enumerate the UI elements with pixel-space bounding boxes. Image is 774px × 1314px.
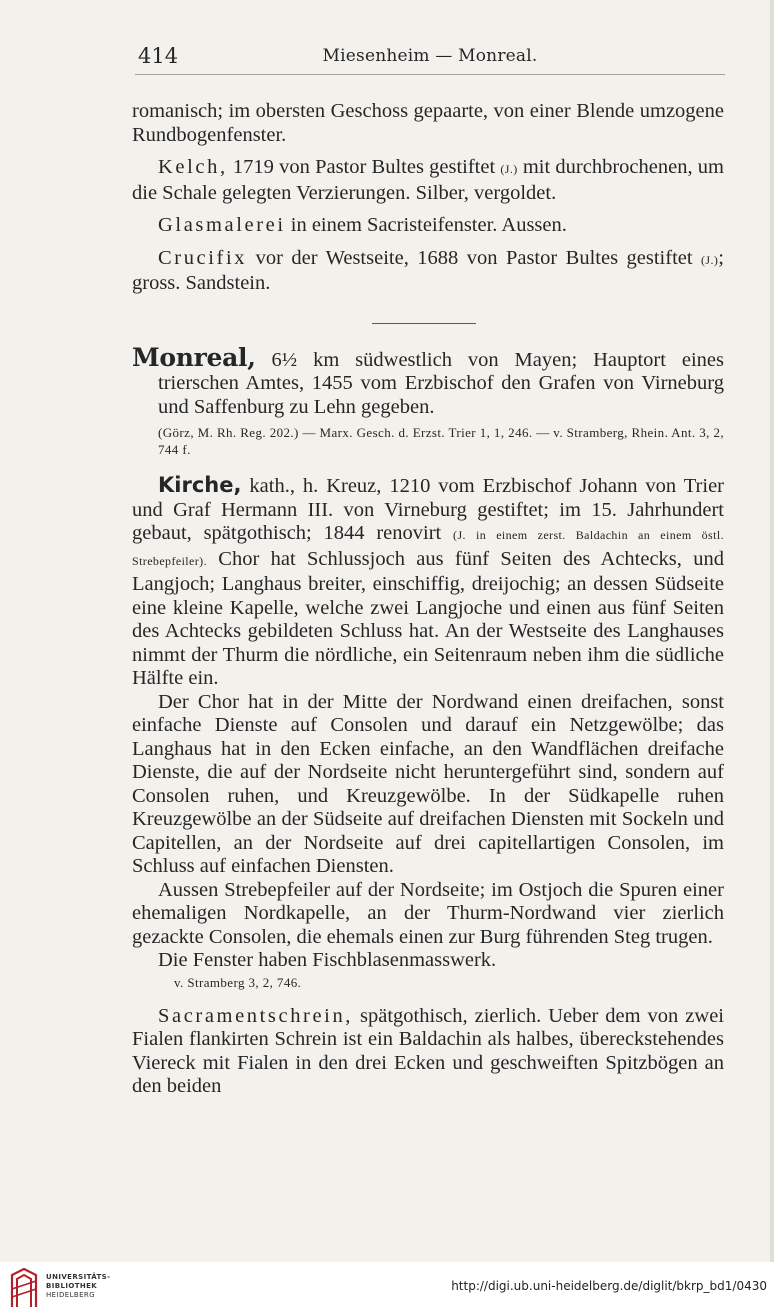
page-edge: [770, 0, 774, 1262]
paragraph-kelch: Kelch, 1719 von Pastor Bultes gestiftet (J.) mit durchbrochenen, um die Schale gelegten Verzierungen. Silber, vergoldet.: [132, 156, 724, 204]
page-header: [138, 44, 722, 72]
body-text: [132, 100, 724, 1099]
entry-title: Monreal,: [132, 342, 256, 372]
paragraph-chor: Der Chor hat in der Mitte der Nordwand einen dreifachen, sonst einfache Dienste auf Consolen und darauf ein Netzgewölbe; das Langhaus hat in den Ecken einfache, an den Wandflächen dreifache Dienste, die auf der Nordseite nicht heruntergeführt sind, sondern auf Consolen ruhen, und Kreuzgewölbe. In der Südkapelle ruhen Kreuzgewölbe an der Südseite auf dreifachen Diensten mit Sockeln und Capitellen, an der Nordseite auf drei capitellartigen Consolen, im Schluss auf einfachen Diensten.: [132, 690, 724, 877]
paragraph-sacramentschrein: Sacramentschrein, spätgothisch, zierlich. Ueber dem von zwei Fialen flankirten Schrein ist ein Baldachin als halbes, übereckstehendes Viereck mit Fialen in den drei Ecken und geschweiften Spitzbögen an den beiden: [132, 1004, 724, 1097]
paragraph-romanisch: romanisch; im obersten Geschoss gepaarte, von einer Blende umzogene Rundbogenfenster.: [132, 100, 724, 146]
entry-monreal: Monreal, 6½ km südwestlich von Mayen; Hauptort eines trierschen Amtes, 1455 vom Erzbischof den Grafen von Virneburg und Saffenburg zu Lehn gegeben.: [132, 342, 724, 418]
paragraph-crucifix: Crucifix vor der Westseite, 1688 von Pastor Bultes gestiftet (J.); gross. Sandstein.: [132, 246, 724, 294]
paragraph-aussen: Aussen Strebepfeiler auf der Nordseite; im Ostjoch die Spuren einer ehemaligen Nordkapelle, an der Thurm-Nordwand vier zierlich gezackte Consolen, die ehemals einen zur Burg führenden Steg trugen.: [132, 878, 724, 948]
term-sacramentschrein: Sacramentschrein,: [158, 1004, 354, 1027]
paragraph-kirche: Kirche, kath., h. Kreuz, 1210 vom Erzbischof Johann von Trier und Graf Hermann III. von Virneburg gestiftet; im 15. Jahrhundert gebaut, spätgothisch; 1844 renovirt (J. in einem zerst. Baldachin an einem östl. Strebepfeiler). Chor hat Schlussjoch aus fünf Seiten des Achtecks, und Langjoch; Langhaus breiter, einschiffig, dreijochig; an dessen Südseite eine kleine Kapelle, welche zwei Langjoche und einen aus fünf Seiten des Achtecks gebildeten Schluss hat. An der Westseite des Langhauses nimmt der Thurm die nördliche, ein Seitenraum neben ihm die südliche Hälfte ein.: [132, 473, 724, 689]
term-kelch: Kelch,: [158, 156, 228, 178]
source-url-link[interactable]: http://digi.ub.uni-heidelberg.de/diglit/bkrp_bd1/0430: [451, 1279, 767, 1293]
library-name: UNIVERSITÄTS- BIBLIOTHEK HEIDELBERG: [46, 1273, 111, 1299]
paragraph-fenster: Die Fenster haben Fischblasenmasswerk.: [158, 949, 497, 971]
library-logo-icon: [8, 1267, 40, 1309]
entry-references: (Görz, M. Rh. Reg. 202.) — Marx. Gesch. d. Erzst. Trier 1, 1, 246. — v. Stramberg, Rhein. Ant. 3, 2, 744 f.: [158, 425, 724, 457]
paragraph-glasmalerei: Glasmalerei in einem Sacristeifenster. Aussen.: [158, 214, 567, 236]
page-number: 414: [138, 44, 179, 68]
term-glasmalerei: Glasmalerei: [158, 214, 286, 236]
header-rule: [135, 74, 725, 75]
section-divider: [372, 323, 476, 324]
term-crucifix: Crucifix: [158, 246, 248, 269]
footer-bar: [0, 1262, 774, 1314]
running-head: Miesenheim — Monreal.: [322, 46, 538, 66]
fenster-reference: v. Stramberg 3, 2, 746.: [174, 974, 302, 990]
term-kirche: Kirche,: [158, 473, 242, 497]
